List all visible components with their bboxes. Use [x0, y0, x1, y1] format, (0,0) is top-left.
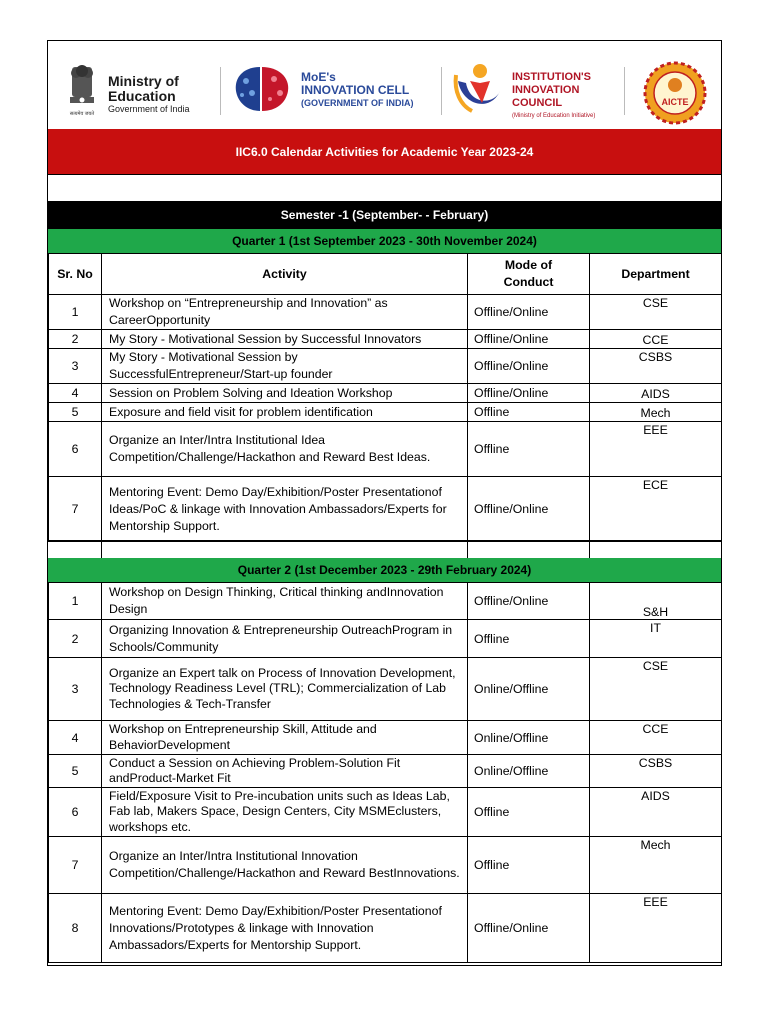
cell-department: IT: [590, 620, 722, 658]
cell-sr: 1: [49, 583, 102, 620]
cell-activity: Workshop on Entrepreneurship Skill, Attitude and BehaviorDevelopment: [102, 721, 468, 755]
innovation-cell-brain-logo: [230, 63, 294, 115]
header-activity: Activity: [102, 254, 468, 295]
cell-activity: Organize an Expert talk on Process of Innovation Development, Technology Readiness Level (TRL); Commercialization of Lab Technologies & Tech-Transfer: [102, 658, 468, 721]
cell-sr: 1: [49, 295, 102, 330]
page-title: IIC6.0 Calendar Activities for Academic Year 2023-24: [48, 129, 721, 174]
table-row: [49, 620, 722, 658]
cell-department: ECE: [590, 477, 722, 542]
ic-line3: (GOVERNMENT OF INDIA): [301, 98, 414, 108]
ic-line2: INNOVATION CELL: [301, 83, 410, 97]
cell-department: CCE: [590, 330, 722, 349]
national-emblem-logo: [62, 63, 102, 119]
cell-mode: Offline: [468, 422, 590, 477]
table-row: [49, 295, 722, 330]
logo-divider: [441, 67, 442, 115]
cell-sr: 2: [49, 620, 102, 658]
cell-department: CSBS: [590, 349, 722, 384]
quarter1-header: Quarter 1 (1st September 2023 - 30th November 2024): [48, 229, 721, 253]
moe-line2: Education: [108, 88, 176, 104]
cell-activity: Workshop on Design Thinking, Critical thinking andInnovation Design: [102, 583, 468, 620]
cell-mode: Online/Offline: [468, 658, 590, 721]
cell-mode: Offline/Online: [468, 295, 590, 330]
cell-mode: Offline: [468, 620, 590, 658]
table-row: [49, 583, 722, 620]
cell-department: CCE: [590, 721, 722, 755]
document-page: [47, 40, 722, 966]
moe-line1: Ministry of: [108, 73, 179, 89]
table-row: [49, 658, 722, 721]
cell-department: CSE: [590, 295, 722, 330]
cell-mode: Offline/Online: [468, 583, 590, 620]
cell-sr: 3: [49, 349, 102, 384]
quarter2-header: Quarter 2 (1st December 2023 - 29th February 2024): [48, 558, 721, 582]
cell-activity: Organize an Inter/Intra Institutional Idea Competition/Challenge/Hackathon and Reward Best Ideas.: [102, 422, 468, 477]
cell-department: EEE: [590, 422, 722, 477]
spacer-row: [48, 540, 721, 558]
column-divider: [467, 540, 468, 558]
cell-activity: Mentoring Event: Demo Day/Exhibition/Poster Presentationof Innovations/Prototypes & linkage with Innovation Ambassadors/Experts for Mentorship Support.: [102, 894, 468, 963]
table-row: [49, 330, 722, 349]
cell-department: CSBS: [590, 755, 722, 788]
cell-department: CSE: [590, 658, 722, 721]
cell-mode: Offline/Online: [468, 894, 590, 963]
table-header-row: [49, 254, 722, 295]
cell-sr: 6: [49, 788, 102, 837]
cell-department: EEE: [590, 894, 722, 963]
cell-sr: 8: [49, 894, 102, 963]
cell-mode: Offline/Online: [468, 477, 590, 542]
cell-sr: 4: [49, 721, 102, 755]
moe-line3: Government of India: [108, 104, 190, 114]
cell-sr: 3: [49, 658, 102, 721]
cell-sr: 7: [49, 837, 102, 894]
iic-line3: COUNCIL: [512, 97, 563, 109]
cell-mode: Online/Offline: [468, 721, 590, 755]
cell-mode: Offline/Online: [468, 349, 590, 384]
cell-mode: Offline/Online: [468, 384, 590, 403]
cell-activity: Organize an Inter/Intra Institutional Innovation Competition/Challenge/Hackathon and Reward BestInnovations.: [102, 837, 468, 894]
cell-department: AIDS: [590, 788, 722, 837]
cell-department: S&H: [590, 583, 722, 620]
cell-sr: 2: [49, 330, 102, 349]
iic-logo-text: [512, 71, 595, 123]
header-sr: Sr. No: [49, 254, 102, 295]
innovation-cell-text: [301, 71, 414, 110]
table-row: [49, 349, 722, 384]
cell-department: Mech: [590, 837, 722, 894]
blank-row: [48, 174, 721, 201]
cell-sr: 5: [49, 403, 102, 422]
cell-activity: Field/Exposure Visit to Pre-incubation units such as Ideas Lab, Fab lab, Makers Space, Design Centers, City MSMEclusters, workshops etc.: [102, 788, 468, 837]
cell-activity: Session on Problem Solving and Ideation Workshop: [102, 384, 468, 403]
header-department: Department: [590, 254, 722, 295]
table-row: [49, 422, 722, 477]
cell-activity: Workshop on “Entrepreneurship and Innovation” as CareerOpportunity: [102, 295, 468, 330]
cell-activity: My Story - Motivational Session by Successful Innovators: [102, 330, 468, 349]
iic-logo: [450, 61, 508, 117]
cell-mode: Online/Offline: [468, 755, 590, 788]
table-row: [49, 837, 722, 894]
cell-mode: Offline: [468, 788, 590, 837]
aicte-logo: [643, 61, 707, 125]
cell-sr: 7: [49, 477, 102, 542]
quarter2-table: [48, 582, 722, 963]
emblem-motto: सत्यमेव जयते: [69, 111, 95, 117]
table-row: [49, 403, 722, 422]
cell-sr: 5: [49, 755, 102, 788]
aicte-label: AICTE: [661, 97, 689, 107]
cell-activity: Mentoring Event: Demo Day/Exhibition/Poster Presentationof Ideas/PoC & linkage with Innovation Ambassadors/Experts for Mentorship Support.: [102, 477, 468, 542]
cell-sr: 4: [49, 384, 102, 403]
iic-line4: (Ministry of Education Initiative): [512, 113, 596, 119]
logo-divider: [220, 67, 221, 115]
cell-activity: Conduct a Session on Achieving Problem-Solution Fit andProduct-Market Fit: [102, 755, 468, 788]
cell-department: AIDS: [590, 384, 722, 403]
cell-mode: Offline/Online: [468, 330, 590, 349]
moe-logo-text: [108, 74, 190, 115]
table-row: [49, 721, 722, 755]
cell-sr: 6: [49, 422, 102, 477]
cell-activity: Organizing Innovation & Entrepreneurship OutreachProgram in Schools/Community: [102, 620, 468, 658]
cell-activity: Exposure and field visit for problem identification: [102, 403, 468, 422]
table-row: [49, 384, 722, 403]
cell-activity: My Story - Motivational Session by SuccessfulEntrepreneur/Start-up founder: [102, 349, 468, 384]
logo-header: [48, 41, 721, 129]
cell-mode: Offline: [468, 403, 590, 422]
table-row: [49, 788, 722, 837]
column-divider: [589, 540, 590, 558]
logo-divider: [624, 67, 625, 115]
iic-line2: INNOVATION: [512, 84, 580, 96]
column-divider: [101, 540, 102, 558]
table-row: [49, 477, 722, 542]
semester-header: Semester -1 (September- - February): [48, 201, 721, 229]
table-row: [49, 755, 722, 788]
iic-line1: INSTITUTION'S: [512, 71, 592, 83]
cell-mode: Offline: [468, 837, 590, 894]
cell-department: Mech: [590, 403, 722, 422]
quarter1-table: [48, 253, 722, 542]
table-row: [49, 894, 722, 963]
header-mode: Mode of Conduct: [468, 254, 590, 295]
ic-line1: MoE's: [301, 70, 336, 84]
